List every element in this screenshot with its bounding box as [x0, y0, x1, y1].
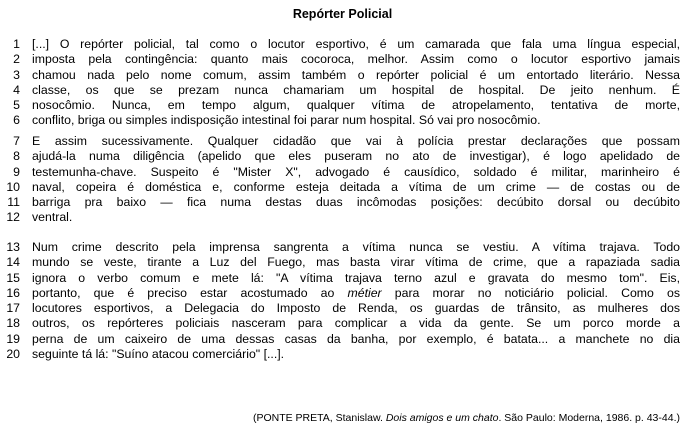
line-number: 8: [13, 149, 20, 164]
line-text: [32, 286, 680, 301]
line-text: seguinte tá lá: "Suíno atacou comerciário" [...].: [32, 347, 285, 362]
text-line: [0, 134, 685, 149]
line-number: 16: [6, 285, 20, 300]
line-number: 4: [13, 82, 20, 97]
paragraph-1: [0, 37, 685, 129]
text-line: [0, 271, 685, 286]
line-number: 17: [6, 301, 20, 316]
line-number: 19: [6, 331, 20, 346]
text-line: [0, 180, 685, 195]
line-text: ajudá-la numa diligência (apelido que eles puseram no ato de investigar), é logo apelidado de: [32, 149, 680, 164]
line-number: 14: [6, 255, 20, 270]
line-text: testemunha-chave. Suspeito é "Mister X", advogado é causídico, soldado é militar, marinheiro é: [32, 164, 680, 179]
line-number: 11: [7, 195, 20, 210]
line-text: perna de um caixeiro de uma dessas casas da banha, por exemplo, é batata... a manchete no dia: [32, 331, 680, 346]
citation-after: . São Paulo: Moderna, 1986. p. 43-44.): [498, 412, 680, 424]
line-number: 7: [13, 134, 20, 148]
line-text: nosocômio. Nunca, em tempo algum, qualquer vítima de atropelamento, tentativa de morte,: [32, 98, 680, 113]
line-number: 6: [13, 113, 20, 128]
text-line: [0, 347, 685, 362]
text-line: [0, 210, 685, 225]
line-text: classe, os que se prezam nunca chamariam um hospital de hospital. De jeito nenhum. É: [32, 82, 680, 97]
line-number: 20: [6, 347, 20, 362]
line-text: conflito, briga ou simples indisposição intestinal foi parar num hospital. Só vai pro nosocômio.: [32, 113, 541, 128]
line-text: [...] O repórter policial, tal como o locutor esportivo, é um camarada que fala uma língua especial,: [32, 37, 680, 51]
line-text: outros, os repórteres policiais nasceram para complicar a vida da gente. Se um porco morde a: [32, 316, 680, 331]
line-text: Num crime descrito pela imprensa sangrenta a vítima nunca se vestiu. A vítima trajava. Todo: [32, 240, 680, 254]
text-line: [0, 301, 685, 316]
text-line: [0, 83, 685, 98]
line-number: 2: [13, 52, 20, 67]
text-line: [0, 286, 685, 301]
line-text: ventral.: [32, 210, 73, 225]
line-text: ignora o verbo comum e mete lá: "A vítima trajava terno azul e gravata do mesmo tom". Eis,: [32, 270, 680, 285]
line-number: 18: [6, 316, 20, 331]
line-text: imposta pela contingência: quanto mais cocoroca, melhor. Assim como o locutor esportivo jamais: [32, 52, 680, 67]
document-title: Repórter Policial: [292, 7, 393, 21]
line-number: 3: [13, 67, 20, 82]
citation-before: (PONTE PRETA, Stanislaw.: [252, 412, 386, 424]
line-number: 5: [13, 98, 20, 113]
line-text: locutores esportivos, a Delegacia do Imposto de Renda, os guardas de trânsito, as mulheres dos: [32, 301, 680, 316]
text-line: [0, 240, 685, 255]
text-line: [0, 149, 685, 164]
line-text: naval, copeira é doméstica e, conforme esteja deitada a vítima de um crime — de costas ou de: [32, 179, 680, 194]
line-text: mundo se veste, tirante a Luz del Fuego, mas basta virar vítima de crime, que a rapaziada sadia: [32, 255, 680, 270]
text-line: [0, 98, 685, 113]
line-text-after: para morar no noticiário policial. Como os: [381, 285, 680, 300]
text-line: [0, 255, 685, 270]
line-number: 12: [6, 210, 20, 225]
citation-book-title: Dois amigos e um chato: [385, 412, 499, 424]
text-line: [0, 52, 685, 67]
text-line: [0, 316, 685, 331]
text-line: [0, 195, 685, 210]
paragraph-3: [0, 240, 685, 362]
line-text-before: portanto, que é preciso estar acostumado ao: [32, 285, 348, 300]
text-line: [0, 165, 685, 180]
text-line: [0, 68, 685, 83]
text-line: [0, 113, 685, 128]
line-number: 9: [13, 164, 20, 179]
line-text: chamou nada pelo nome comum, assim também o repórter policial é um entortado literário. Nessa: [32, 67, 680, 82]
line-number: 1: [13, 37, 20, 51]
line-number: 10: [6, 179, 20, 194]
text-line: [0, 332, 685, 347]
text-line: [0, 37, 685, 52]
paragraph-2: [0, 134, 685, 226]
emphasized-word: métier: [347, 285, 382, 300]
line-number: 15: [6, 270, 20, 285]
source-citation: [253, 412, 680, 424]
line-number: 13: [6, 240, 20, 254]
line-text: barriga pra baixo — fica numa destas duas incômodas posições: decúbito dorsal ou decúbito: [32, 195, 680, 210]
line-text: E assim sucessivamente. Qualquer cidadão que vai à polícia prestar declarações que possam: [32, 134, 680, 148]
